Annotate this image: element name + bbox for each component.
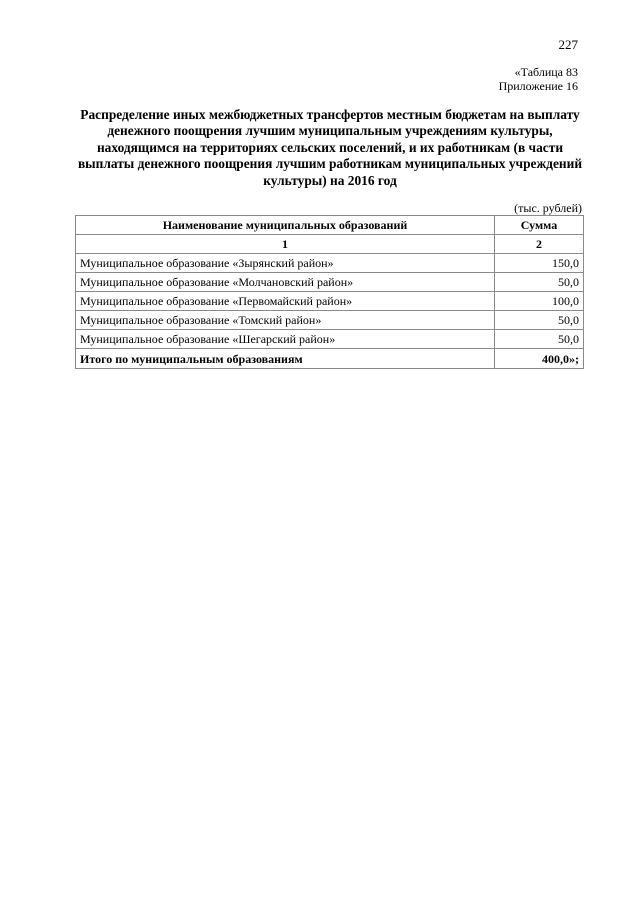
- table-row: [76, 273, 584, 292]
- row-amount: 150,0: [495, 254, 584, 273]
- row-name: Муниципальное образование «Зырянский район»: [76, 254, 495, 273]
- row-amount: 100,0: [495, 292, 584, 311]
- page-number: 227: [558, 37, 578, 52]
- column-number-1: 1: [76, 235, 495, 254]
- appendix-reference: [499, 65, 578, 93]
- appendix-number: Приложение 16: [498, 79, 578, 93]
- total-name: Итого по муниципальным образованиям: [76, 349, 495, 369]
- table-row: [76, 292, 584, 311]
- column-number-2: 2: [495, 235, 584, 254]
- units-label: (тыс. рублей): [514, 201, 582, 215]
- table-row: [76, 254, 584, 273]
- row-amount: 50,0: [495, 330, 584, 349]
- distribution-table: [75, 215, 584, 369]
- table-reference: «Таблица 83: [514, 65, 578, 79]
- table-row: [76, 311, 584, 330]
- header-amount: Сумма: [495, 216, 584, 235]
- row-amount: 50,0: [495, 311, 584, 330]
- total-amount: 400,0»;: [495, 349, 584, 369]
- header-row: [76, 216, 584, 235]
- row-amount: 50,0: [495, 273, 584, 292]
- header-name: Наименование муниципальных образований: [76, 216, 495, 235]
- row-name: Муниципальное образование «Шегарский район»: [76, 330, 495, 349]
- column-number-row: [76, 235, 584, 254]
- document-title: Распределение иных межбюджетных трансфертов местным бюджетам на выплату денежного поощрения лучшим муниципальным учреждениям культуры, находящимся на территориях сельских поселений, и их работникам (в части выплаты денежного поощрения лучшим работникам муниципальных учреждений культуры) на 2016 год: [77, 107, 583, 188]
- table-row: [76, 330, 584, 349]
- row-name: Муниципальное образование «Молчановский район»: [76, 273, 495, 292]
- total-row: [76, 349, 584, 369]
- row-name: Муниципальное образование «Томский район»: [76, 311, 495, 330]
- row-name: Муниципальное образование «Первомайский район»: [76, 292, 495, 311]
